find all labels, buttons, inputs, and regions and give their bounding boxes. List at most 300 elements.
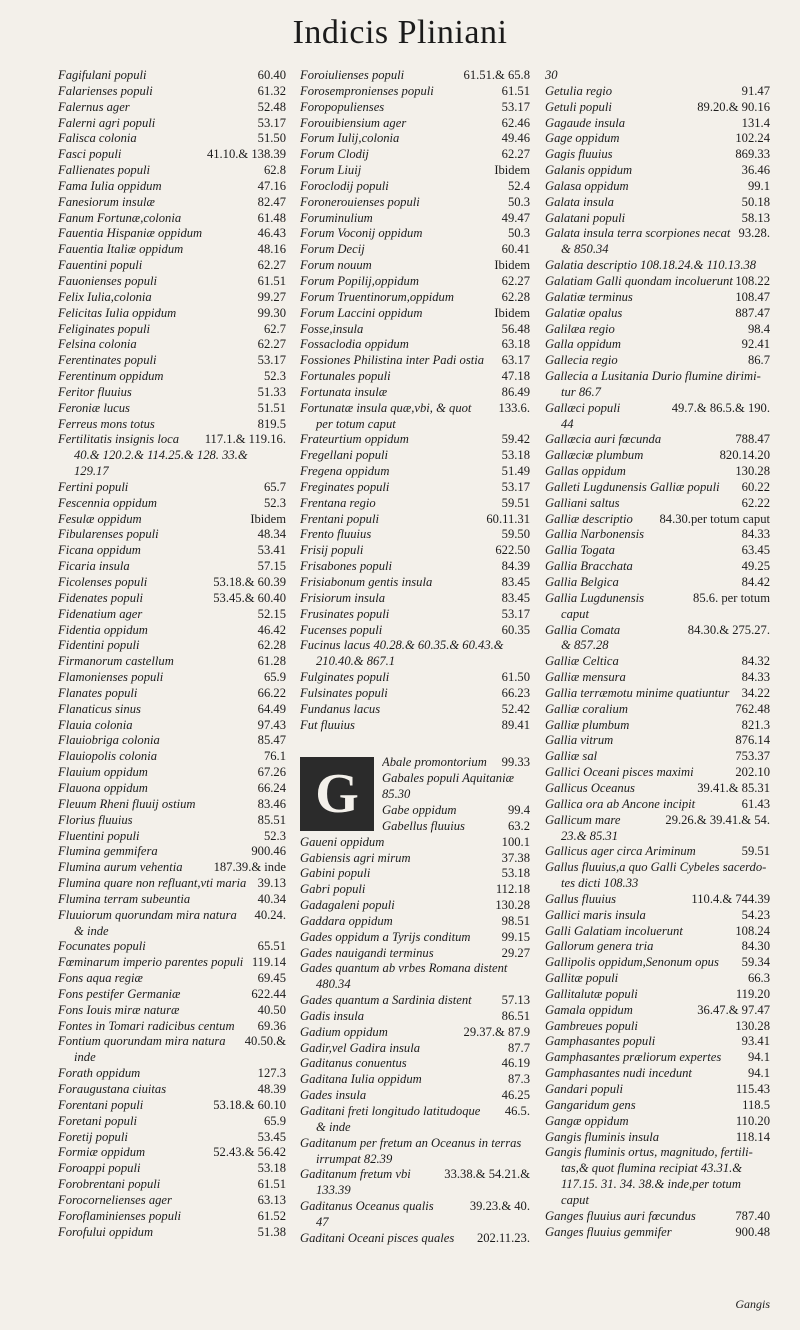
entry-term: Gamala oppidum bbox=[545, 1002, 633, 1017]
entry-reference: 53.45 bbox=[257, 1129, 286, 1144]
entry-reference: 61.32 bbox=[257, 83, 286, 98]
entry-term: Gaddara oppidum bbox=[300, 913, 393, 928]
index-entry bbox=[300, 369, 530, 385]
entry-term: Frentani populi bbox=[300, 511, 379, 526]
entry-term: Gage oppidum bbox=[545, 131, 620, 146]
entry-term: Ficaria insula bbox=[58, 559, 130, 574]
entry-term: Fasci populi bbox=[58, 147, 122, 162]
index-entry bbox=[300, 464, 530, 480]
entry-reference: 52.15 bbox=[257, 606, 286, 621]
entry-term: Gallæciæ plumbum bbox=[545, 448, 644, 463]
index-entry bbox=[545, 322, 770, 338]
entry-reference: 62.46 bbox=[501, 115, 530, 130]
entry-term: Felix Iulia,colonia bbox=[58, 289, 152, 304]
index-entry bbox=[545, 68, 770, 84]
entry-reference: 98.51 bbox=[501, 913, 530, 928]
index-entry bbox=[300, 337, 530, 353]
entry-reference: 51.38 bbox=[257, 1224, 286, 1239]
index-entry bbox=[300, 1041, 530, 1057]
entry-term: Gallici maris insula bbox=[545, 907, 646, 922]
entry-continuation: 44 bbox=[561, 416, 574, 431]
entry-reference: 62.7 bbox=[263, 321, 286, 336]
index-entry bbox=[300, 100, 530, 116]
index-entry bbox=[545, 1145, 770, 1161]
entry-reference: 99.27 bbox=[257, 289, 286, 304]
index-entry bbox=[545, 274, 770, 290]
entry-term: Fidenatium ager bbox=[58, 606, 143, 621]
entry-term: Galilæa regio bbox=[545, 321, 615, 336]
entry-reference: 66.24 bbox=[257, 780, 286, 795]
index-entry bbox=[58, 211, 286, 227]
entry-reference: 133.6. bbox=[498, 400, 530, 415]
entry-term: Flanates populi bbox=[58, 685, 138, 700]
index-entry bbox=[300, 1136, 530, 1152]
entry-term: Foretani populi bbox=[58, 1113, 137, 1128]
index-entry bbox=[300, 385, 530, 401]
entry-reference: 61.51.& 65.8 bbox=[463, 68, 530, 82]
index-entry bbox=[58, 432, 286, 448]
index-entry bbox=[545, 1050, 770, 1066]
entry-term: Gamphasantes populi bbox=[545, 1034, 656, 1049]
entry-continuation: tas,& quot flumina recipiat 43.31.& bbox=[561, 1161, 743, 1176]
entry-reference: 110.20 bbox=[735, 1113, 770, 1128]
entry-reference: 112.18 bbox=[495, 882, 530, 897]
entry-reference: 84.33 bbox=[741, 527, 770, 542]
index-entry bbox=[545, 116, 770, 132]
entry-reference: 84.32 bbox=[741, 654, 770, 669]
entry-term: Gades nauigandi terminus bbox=[300, 945, 434, 960]
entry-term: Gadagaleni populi bbox=[300, 898, 395, 913]
entry-reference: 62.27 bbox=[257, 337, 286, 352]
entry-term: Gades oppidum a Tyrijs conditum bbox=[300, 929, 471, 944]
entry-continuation: 480.34 bbox=[316, 977, 351, 992]
entry-term: Galliæ plumbum bbox=[545, 717, 630, 732]
entry-reference: 63.45 bbox=[741, 543, 770, 558]
entry-term: Galatani populi bbox=[545, 210, 626, 225]
index-entry bbox=[545, 1098, 770, 1114]
entry-reference: 51.33 bbox=[257, 384, 286, 399]
entry-reference: 93.28. bbox=[738, 226, 770, 241]
entry-reference: 821.3 bbox=[741, 717, 770, 732]
entry-term: Gabini populi bbox=[300, 866, 371, 881]
index-entry bbox=[545, 1082, 770, 1098]
index-entry bbox=[300, 1056, 530, 1072]
entry-continuation: inde bbox=[74, 1050, 96, 1065]
index-entry bbox=[58, 749, 286, 765]
entry-reference: 53.18 bbox=[501, 866, 530, 881]
entry-term: Fluuiorum quorundam mira natura bbox=[58, 907, 237, 922]
index-entry bbox=[58, 84, 286, 100]
entry-reference: 48.39 bbox=[257, 1082, 286, 1096]
entry-term: Felsina colonia bbox=[58, 337, 137, 352]
entry-term: Forouibiensium ager bbox=[300, 115, 407, 130]
index-entry bbox=[58, 1114, 286, 1130]
entry-reference: 187.39.& inde bbox=[213, 860, 286, 875]
index-entry bbox=[545, 765, 770, 781]
index-entry bbox=[58, 575, 286, 591]
entry-reference: 59.50 bbox=[501, 527, 530, 542]
entry-reference: 91.47 bbox=[741, 83, 770, 98]
entry-reference: 65.51 bbox=[257, 939, 286, 954]
entry-continuation: & 857.28 bbox=[561, 638, 609, 653]
index-entry bbox=[300, 163, 530, 179]
entry-term: Galata insula terra scorpiones necat bbox=[545, 226, 731, 241]
index-entry bbox=[382, 803, 530, 819]
entry-reference: 66.3 bbox=[747, 971, 770, 986]
entry-reference: 59.51 bbox=[501, 495, 530, 510]
entry-reference: 40.24. bbox=[254, 907, 286, 922]
index-entry bbox=[545, 226, 770, 242]
entry-continuation: & inde bbox=[316, 1119, 351, 1134]
entry-reference: Ibidem bbox=[494, 163, 530, 178]
index-entry bbox=[58, 860, 286, 876]
index-entry bbox=[545, 939, 770, 955]
entry-reference: 57.15 bbox=[257, 559, 286, 574]
entry-reference: 52.4 bbox=[507, 178, 530, 193]
index-entry bbox=[545, 448, 770, 464]
entry-term: Galleti Lugdunensis Galliæ populi bbox=[545, 479, 720, 494]
entry-reference: 46.25 bbox=[501, 1088, 530, 1103]
index-entry bbox=[58, 1225, 286, 1241]
index-entry bbox=[300, 1088, 530, 1104]
entry-reference: 89.20.& 90.16 bbox=[697, 99, 770, 114]
entry-term: Gadium oppidum bbox=[300, 1024, 388, 1039]
index-entry bbox=[58, 543, 286, 559]
entry-reference: 53.18 bbox=[257, 1161, 286, 1176]
entry-continuation: 117.15. 31. 34. 38.& inde,per totum bbox=[561, 1177, 741, 1192]
entry-continuation: caput bbox=[561, 1192, 589, 1207]
entry-term: Galliæ Celtica bbox=[545, 654, 619, 669]
index-entry bbox=[545, 84, 770, 100]
index-entry bbox=[300, 179, 530, 195]
entry-continuation: per totum caput bbox=[316, 416, 396, 431]
index-entry bbox=[300, 591, 530, 607]
entry-term: Galli Galatiam incoluerunt bbox=[545, 923, 683, 938]
index-entry bbox=[545, 1209, 770, 1225]
index-entry bbox=[545, 955, 770, 971]
entry-reference: 94.1 bbox=[747, 1050, 770, 1065]
entry-reference: 83.45 bbox=[501, 590, 530, 605]
entry-reference: 53.17 bbox=[257, 353, 286, 368]
entry-term: Fagifulani populi bbox=[58, 68, 147, 82]
entry-term: Foroiulienses populi bbox=[300, 68, 405, 82]
entry-term: Fesulæ oppidum bbox=[58, 511, 142, 526]
entry-reference: 61.28 bbox=[257, 654, 286, 669]
entry-term: Fama Iulia oppidum bbox=[58, 178, 162, 193]
index-entry bbox=[545, 527, 770, 543]
entry-reference: 61.50 bbox=[501, 670, 530, 685]
entry-term: 30 bbox=[545, 68, 558, 82]
entry-term: Fertilitatis insignis loca bbox=[58, 432, 180, 447]
entry-term: Foronerouienses populi bbox=[300, 194, 420, 209]
entry-reference: 60.22 bbox=[741, 479, 770, 494]
index-entry bbox=[58, 623, 286, 639]
index-entry bbox=[300, 702, 530, 718]
index-entry bbox=[58, 686, 286, 702]
entry-continuation: 210.40.& 867.1 bbox=[316, 654, 396, 669]
index-entry bbox=[545, 987, 770, 1003]
index-entry bbox=[58, 401, 286, 417]
entry-term: Gallæci populi bbox=[545, 400, 621, 415]
entry-reference: 202.10 bbox=[735, 765, 770, 780]
entry-reference: 108.24 bbox=[735, 923, 770, 938]
index-entry bbox=[300, 480, 530, 496]
entry-term: Getulia regio bbox=[545, 83, 613, 98]
entry-term: Ganges fluuius auri fœcundus bbox=[545, 1208, 696, 1223]
entry-term: Gaditana Iulia oppidum bbox=[300, 1072, 422, 1087]
index-entry bbox=[300, 401, 530, 417]
index-entry bbox=[300, 914, 530, 930]
index-entry bbox=[545, 892, 770, 908]
index-entry bbox=[545, 543, 770, 559]
index-entry bbox=[58, 559, 286, 575]
index-entry bbox=[545, 1225, 770, 1241]
index-entry bbox=[545, 369, 770, 385]
index-entry bbox=[300, 1167, 530, 1183]
entry-term: Gallecia a Lusitania Durio flumine dirimi- bbox=[545, 369, 761, 384]
entry-term: Fut fluuius bbox=[300, 717, 355, 732]
entry-reference: 49.46 bbox=[501, 131, 530, 146]
index-entry bbox=[545, 733, 770, 749]
index-entry bbox=[58, 353, 286, 369]
index-entry bbox=[58, 718, 286, 734]
entry-term: Formiæ oppidum bbox=[58, 1145, 146, 1160]
entry-term: Fortunata insulæ bbox=[300, 384, 388, 399]
entry-term: Gallicus Oceanus bbox=[545, 780, 635, 795]
index-entry bbox=[58, 892, 286, 908]
entry-reference: 39.41.& 85.31 bbox=[697, 780, 770, 795]
entry-term: Gallia Togata bbox=[545, 543, 615, 558]
entry-term: Galanis oppidum bbox=[545, 163, 633, 178]
entry-reference: 83.46 bbox=[257, 796, 286, 811]
entry-reference: 39.13 bbox=[257, 876, 286, 891]
index-entry bbox=[58, 496, 286, 512]
entry-reference: 54.23 bbox=[741, 907, 770, 922]
index-entry bbox=[545, 718, 770, 734]
entry-term: Gades quantum a Sardinia distent bbox=[300, 993, 472, 1008]
entry-reference: 102.24 bbox=[735, 131, 770, 146]
index-entry bbox=[58, 670, 286, 686]
index-entry bbox=[545, 1066, 770, 1082]
entry-reference: 50.3 bbox=[507, 194, 530, 209]
entry-reference: 46.43 bbox=[257, 226, 286, 241]
entry-term: Forofului oppidum bbox=[58, 1224, 154, 1239]
index-entry bbox=[545, 924, 770, 940]
entry-reference: 52.3 bbox=[263, 828, 286, 843]
index-entry bbox=[300, 686, 530, 702]
entry-reference: 51.49 bbox=[501, 464, 530, 479]
entry-term: Freginates populi bbox=[300, 479, 390, 494]
entry-term: Gallici Oceani pisces maximi bbox=[545, 765, 694, 780]
entry-term: Fucinus lacus 40.28.& 60.35.& 60.43.& bbox=[300, 638, 504, 653]
entry-term: Falarienses populi bbox=[58, 83, 153, 98]
index-entry bbox=[545, 971, 770, 987]
index-entry bbox=[58, 908, 286, 924]
index-entry bbox=[300, 116, 530, 132]
entry-reference: 67.26 bbox=[257, 765, 286, 780]
entry-reference: 60.35 bbox=[501, 622, 530, 637]
index-entry bbox=[58, 147, 286, 163]
entry-term: Foruminulium bbox=[300, 210, 373, 225]
index-entry bbox=[58, 1130, 286, 1146]
entry-continuation: 40.& 120.2.& 114.25.& 128. 33.& bbox=[74, 448, 248, 463]
index-entry bbox=[545, 1130, 770, 1146]
index-entry bbox=[300, 290, 530, 306]
entry-term: Gabri populi bbox=[300, 882, 366, 897]
entry-reference: 66.22 bbox=[257, 685, 286, 700]
entry-reference: 118.14 bbox=[735, 1129, 770, 1144]
index-entry bbox=[300, 1199, 530, 1215]
index-entry bbox=[545, 496, 770, 512]
index-entry bbox=[545, 306, 770, 322]
index-entry bbox=[58, 385, 286, 401]
index-entry bbox=[300, 559, 530, 575]
entry-term: Florius fluuius bbox=[58, 812, 133, 827]
entry-reference: 99.30 bbox=[257, 305, 286, 320]
entry-reference: 76.1 bbox=[263, 749, 286, 764]
entry-term: Gangis fluminis insula bbox=[545, 1129, 660, 1144]
index-entry bbox=[58, 1193, 286, 1209]
index-entry bbox=[382, 787, 530, 803]
entry-reference: 40.50 bbox=[257, 1002, 286, 1017]
entry-reference: Ibidem bbox=[250, 511, 286, 526]
entry-term: Fulginates populi bbox=[300, 670, 390, 685]
entry-term: Gandari populi bbox=[545, 1082, 624, 1096]
index-entry bbox=[58, 654, 286, 670]
entry-term: 85.30 bbox=[382, 787, 411, 802]
entry-reference: 61.52 bbox=[257, 1208, 286, 1223]
entry-term: Galatiam Galli quondam incoluerunt bbox=[545, 273, 733, 288]
entry-term: Ganges fluuius gemmifer bbox=[545, 1224, 672, 1239]
entry-term: Galliani saltus bbox=[545, 495, 620, 510]
index-entry bbox=[545, 670, 770, 686]
entry-reference: 69.36 bbox=[257, 1018, 286, 1033]
entry-term: Gades insula bbox=[300, 1088, 367, 1103]
index-entry bbox=[545, 195, 770, 211]
entry-reference: 115.43 bbox=[735, 1082, 770, 1096]
catchword: Gangis bbox=[735, 1297, 770, 1311]
entry-reference: 98.4 bbox=[747, 321, 770, 336]
entry-reference: 86.49 bbox=[501, 384, 530, 399]
index-entry bbox=[300, 851, 530, 867]
index-entry bbox=[58, 290, 286, 306]
entry-term: Fauonienses populi bbox=[58, 273, 157, 288]
entry-term: Fauentia Hispaniæ oppidum bbox=[58, 226, 203, 241]
index-entry bbox=[58, 242, 286, 258]
index-entry bbox=[300, 147, 530, 163]
entry-term: Flauia colonia bbox=[58, 717, 133, 732]
entry-term: Gaditani Oceani pisces quales bbox=[300, 1230, 455, 1245]
entry-term: Gallus fluuius bbox=[545, 891, 617, 906]
entry-continuation: 23.& 85.31 bbox=[561, 828, 619, 843]
entry-reference: 53.18.& 60.10 bbox=[213, 1097, 286, 1112]
entry-term: Flumina aurum vehentia bbox=[58, 860, 183, 875]
entry-reference: 52.48 bbox=[257, 99, 286, 114]
index-entry bbox=[300, 607, 530, 623]
entry-reference: 62.28 bbox=[501, 289, 530, 304]
entry-term: Forum Laccini oppidum bbox=[300, 305, 423, 320]
entry-reference: 50.18 bbox=[741, 194, 770, 209]
index-entry bbox=[58, 1098, 286, 1114]
entry-reference: 130.28 bbox=[735, 1018, 770, 1033]
entry-reference: 787.40 bbox=[735, 1208, 770, 1223]
index-entry bbox=[545, 1003, 770, 1019]
index-entry bbox=[545, 1114, 770, 1130]
entry-reference: 29.27 bbox=[501, 945, 530, 960]
entry-reference: 900.46 bbox=[251, 844, 286, 859]
entry-term: Galliæ coralium bbox=[545, 701, 628, 716]
entry-reference: 87.7 bbox=[507, 1040, 530, 1055]
index-entry bbox=[545, 575, 770, 591]
entry-reference: 47.18 bbox=[501, 369, 530, 384]
entry-term: Flauona oppidum bbox=[58, 780, 148, 795]
entry-reference: 39.23.& 40. bbox=[469, 1199, 530, 1214]
index-entry bbox=[545, 211, 770, 227]
entry-term: Gabe oppidum bbox=[382, 802, 457, 817]
index-column-1 bbox=[58, 68, 286, 1240]
entry-reference: 48.34 bbox=[257, 527, 286, 542]
entry-reference: 63.18 bbox=[501, 337, 530, 352]
entry-term: Falernus ager bbox=[58, 99, 130, 114]
index-entry bbox=[382, 771, 530, 787]
index-entry bbox=[300, 575, 530, 591]
entry-term: Gallitalutæ populi bbox=[545, 986, 638, 1001]
entry-reference: 819.5 bbox=[257, 416, 286, 431]
entry-term: Gallia Narbonensis bbox=[545, 527, 645, 542]
index-entry bbox=[58, 195, 286, 211]
index-entry bbox=[300, 882, 530, 898]
entry-continuation: caput bbox=[561, 606, 589, 621]
entry-term: Fibularenses populi bbox=[58, 527, 159, 542]
entry-reference: 62.27 bbox=[501, 273, 530, 288]
index-entry bbox=[58, 1034, 286, 1050]
entry-term: Gallia vitrum bbox=[545, 733, 614, 748]
initial-g-block bbox=[300, 755, 530, 834]
entry-reference: 40.50.& bbox=[244, 1034, 286, 1049]
entry-term: Fregellani populi bbox=[300, 448, 389, 463]
entry-reference: 63.2 bbox=[507, 818, 530, 833]
entry-reference: 99.33 bbox=[501, 755, 530, 770]
index-entry bbox=[300, 274, 530, 290]
entry-continuation: 129.17 bbox=[74, 464, 109, 479]
entry-reference: 876.14 bbox=[735, 733, 770, 748]
index-entry bbox=[300, 946, 530, 962]
entry-term: Forum Clodij bbox=[300, 147, 369, 162]
index-entry bbox=[300, 84, 530, 100]
entry-term: Fleuum Rheni fluuij ostium bbox=[58, 796, 196, 811]
entry-reference: 49.7.& 86.5.& 190. bbox=[671, 400, 770, 415]
index-entry bbox=[58, 68, 286, 84]
index-entry bbox=[300, 835, 530, 851]
entry-term: Firmanorum castellum bbox=[58, 654, 174, 669]
entry-term: Galatiæ opalus bbox=[545, 305, 623, 320]
index-entry bbox=[58, 702, 286, 718]
entry-term: Frentana regio bbox=[300, 495, 376, 510]
entry-term: Forentani populi bbox=[58, 1097, 144, 1112]
entry-reference: 36.47.& 97.47 bbox=[697, 1002, 770, 1017]
entry-reference: 41.10.& 138.39 bbox=[206, 147, 286, 162]
entry-term: Forocornelienses ager bbox=[58, 1192, 172, 1207]
entry-reference: 108.47 bbox=[735, 289, 770, 304]
entry-reference: 46.5. bbox=[504, 1104, 530, 1118]
entry-term: Falerni agri populi bbox=[58, 115, 156, 130]
index-entry bbox=[300, 306, 530, 322]
index-entry bbox=[58, 480, 286, 496]
index-entry bbox=[58, 116, 286, 132]
entry-reference: 108.22 bbox=[735, 273, 770, 288]
entry-reference: 86.51 bbox=[501, 1008, 530, 1023]
index-entry bbox=[58, 322, 286, 338]
